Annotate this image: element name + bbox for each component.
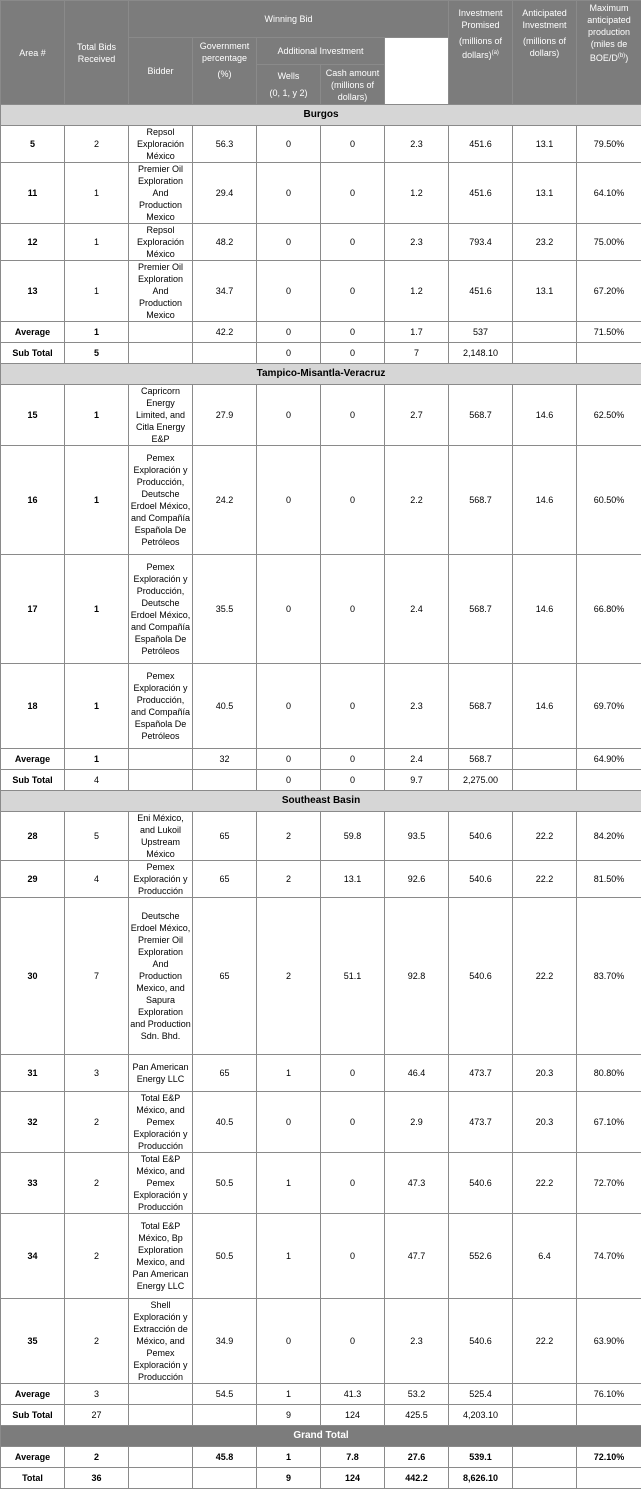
table-header: [1, 1, 641, 105]
table-row: [1, 664, 641, 749]
cell-area: 34: [1, 1214, 65, 1299]
cell-promised: 47.7: [385, 1214, 449, 1299]
cell-anticipated: 8,626.10: [449, 1468, 513, 1489]
cell-wells: 0: [257, 343, 321, 364]
cell-cash: 59.8: [321, 812, 385, 861]
cell-promised: 92.6: [385, 861, 449, 898]
cell-cash: 124: [321, 1468, 385, 1489]
cell-wells: 0: [257, 163, 321, 224]
cell-label: Average: [1, 749, 65, 770]
header-cash-amount: Cash amount (millions of dollars): [321, 65, 385, 105]
cell-anticipated: 540.6: [449, 861, 513, 898]
cell-bids: 1: [65, 322, 129, 343]
cell-wells: 0: [257, 446, 321, 555]
cell-anticipated: 568.7: [449, 385, 513, 446]
cell-bids: 3: [65, 1384, 129, 1405]
cell-production: 20.3: [513, 1055, 577, 1092]
cell-area: 5: [1, 126, 65, 163]
cell-bids: 1: [65, 749, 129, 770]
cell-wells: 9: [257, 1405, 321, 1426]
cell-production: 22.2: [513, 861, 577, 898]
cell-production: 22.2: [513, 1299, 577, 1384]
cell-gov: 34.9: [193, 1299, 257, 1384]
cell-bids: 27: [65, 1405, 129, 1426]
cell-label: Average: [1, 322, 65, 343]
cell-anticipated: 540.6: [449, 1153, 513, 1214]
table-row: [1, 163, 641, 224]
cell-promised: 7: [385, 343, 449, 364]
cell-promised: 93.5: [385, 812, 449, 861]
cell-cash: 0: [321, 126, 385, 163]
cell-promised: 2.3: [385, 664, 449, 749]
cell-gov: 32: [193, 749, 257, 770]
cell-bidder: Pemex Exploración y Producción, and Compañía Española De Petróleos: [129, 664, 193, 749]
cell-bids: 36: [65, 1468, 129, 1489]
cell-production: 6.4: [513, 1214, 577, 1299]
header-area: Area #: [1, 1, 65, 105]
cell-bidder: Pemex Exploración y Producción: [129, 861, 193, 898]
cell-wells: 0: [257, 126, 321, 163]
grand-average-row: [1, 1447, 641, 1468]
cell-cash: 0: [321, 664, 385, 749]
cell-total: 75.00%: [577, 224, 641, 261]
cell-wells: 1: [257, 1384, 321, 1405]
cell-promised: 9.7: [385, 770, 449, 791]
cell-wells: 0: [257, 555, 321, 664]
cell-cash: 0: [321, 1214, 385, 1299]
cell-production: 14.6: [513, 555, 577, 664]
cell-cash: 51.1: [321, 898, 385, 1055]
cell-production: 14.6: [513, 446, 577, 555]
cell-bids: 5: [65, 343, 129, 364]
cell-bids: 2: [65, 1092, 129, 1153]
cell-anticipated: 4,203.10: [449, 1405, 513, 1426]
cell-production: 22.2: [513, 898, 577, 1055]
cell-total: 64.10%: [577, 163, 641, 224]
cell-bids: 1: [65, 446, 129, 555]
cell-anticipated: 540.6: [449, 1299, 513, 1384]
cell-wells: 0: [257, 224, 321, 261]
cell-wells: 2: [257, 861, 321, 898]
cell-total: 83.70%: [577, 898, 641, 1055]
cell-total: 72.10%: [577, 1447, 641, 1468]
cell-promised: 46.4: [385, 1055, 449, 1092]
header-bidder: Bidder: [129, 38, 193, 105]
cell-bids: 1: [65, 664, 129, 749]
cell-gov: 65: [193, 861, 257, 898]
cell-total: 81.50%: [577, 861, 641, 898]
cell-label: Sub Total: [1, 770, 65, 791]
cell-area: 31: [1, 1055, 65, 1092]
cell-promised: 53.2: [385, 1384, 449, 1405]
cell-bidder: Total E&P México, Bp Exploration Mexico, and Pan American Energy LLC: [129, 1214, 193, 1299]
subtotal-row: [1, 1405, 641, 1426]
cell-anticipated: 537: [449, 322, 513, 343]
cell-label: Average: [1, 1447, 65, 1468]
cell-total: 72.70%: [577, 1153, 641, 1214]
cell-production: 13.1: [513, 126, 577, 163]
cell-area: 13: [1, 261, 65, 322]
cell-bids: 2: [65, 1153, 129, 1214]
cell-bids: 7: [65, 898, 129, 1055]
cell-total: 76.10%: [577, 1384, 641, 1405]
header-winning-bid: Winning Bid: [129, 1, 449, 38]
header-total-bids: Total Bids Received: [65, 1, 129, 105]
cell-production: 14.6: [513, 385, 577, 446]
grand-total-row: [1, 1468, 641, 1489]
section-title: Southeast Basin: [1, 791, 641, 812]
table-row: [1, 1299, 641, 1384]
table-row: [1, 1055, 641, 1092]
cell-bids: 1: [65, 163, 129, 224]
cell-gov: 35.5: [193, 555, 257, 664]
cell-anticipated: 540.6: [449, 898, 513, 1055]
cell-promised: 2.4: [385, 749, 449, 770]
cell-label: Average: [1, 1384, 65, 1405]
cell-promised: 2.4: [385, 555, 449, 664]
table-row: [1, 1092, 641, 1153]
cell-bids: 5: [65, 812, 129, 861]
cell-promised: 92.8: [385, 898, 449, 1055]
section-grand-total: [1, 1426, 641, 1489]
cell-gov: 56.3: [193, 126, 257, 163]
cell-total: 67.20%: [577, 261, 641, 322]
cell-area: 15: [1, 385, 65, 446]
cell-production: 13.1: [513, 163, 577, 224]
cell-anticipated: 525.4: [449, 1384, 513, 1405]
section-title: Burgos: [1, 105, 641, 126]
cell-total: 66.80%: [577, 555, 641, 664]
cell-anticipated: 568.7: [449, 664, 513, 749]
cell-bids: 1: [65, 385, 129, 446]
cell-cash: 41.3: [321, 1384, 385, 1405]
table-row: [1, 898, 641, 1055]
cell-anticipated: 568.7: [449, 446, 513, 555]
cell-promised: 425.5: [385, 1405, 449, 1426]
cell-area: 18: [1, 664, 65, 749]
cell-promised: 1.2: [385, 261, 449, 322]
cell-total: 71.50%: [577, 322, 641, 343]
cell-gov: 45.8: [193, 1447, 257, 1468]
cell-wells: 0: [257, 664, 321, 749]
cell-gov: 65: [193, 812, 257, 861]
table-row: [1, 385, 641, 446]
cell-cash: 0: [321, 555, 385, 664]
cell-anticipated: 539.1: [449, 1447, 513, 1468]
cell-cash: 0: [321, 224, 385, 261]
cell-bids: 1: [65, 224, 129, 261]
header-government-percentage: Government percentage (%): [193, 38, 257, 105]
cell-total: 63.90%: [577, 1299, 641, 1384]
cell-wells: 2: [257, 898, 321, 1055]
cell-total: 64.90%: [577, 749, 641, 770]
cell-anticipated: 540.6: [449, 812, 513, 861]
cell-anticipated: 473.7: [449, 1055, 513, 1092]
cell-wells: 0: [257, 385, 321, 446]
cell-promised: 2.9: [385, 1092, 449, 1153]
cell-gov: 65: [193, 898, 257, 1055]
cell-cash: 7.8: [321, 1447, 385, 1468]
cell-bidder: Eni México, and Lukoil Upstream México: [129, 812, 193, 861]
cell-total: 80.80%: [577, 1055, 641, 1092]
cell-production: 13.1: [513, 261, 577, 322]
cell-wells: 2: [257, 812, 321, 861]
cell-cash: 0: [321, 1299, 385, 1384]
cell-gov: 40.5: [193, 664, 257, 749]
cell-gov: 24.2: [193, 446, 257, 555]
cell-total: 79.50%: [577, 126, 641, 163]
cell-cash: 0: [321, 446, 385, 555]
table-row: [1, 1153, 641, 1214]
cell-wells: 0: [257, 1299, 321, 1384]
cell-promised: 1.7: [385, 322, 449, 343]
cell-bids: 4: [65, 770, 129, 791]
cell-wells: 1: [257, 1055, 321, 1092]
cell-area: 30: [1, 898, 65, 1055]
cell-wells: 1: [257, 1214, 321, 1299]
cell-anticipated: 451.6: [449, 261, 513, 322]
grand-total-title: Grand Total: [1, 1426, 641, 1447]
table-row: [1, 1214, 641, 1299]
header-max-production: Maximum anticipated production (miles de BOE/$D^{(b)}$): [577, 1, 641, 105]
cell-wells: 0: [257, 322, 321, 343]
cell-area: 29: [1, 861, 65, 898]
header-investment-promised: Investment Promised (millions of dollars)$^{(a)}$: [449, 1, 513, 105]
subtotal-row: [1, 770, 641, 791]
cell-promised: 27.6: [385, 1447, 449, 1468]
cell-production: 22.2: [513, 812, 577, 861]
cell-gov: 29.4: [193, 163, 257, 224]
cell-total: 74.70%: [577, 1214, 641, 1299]
average-row: [1, 322, 641, 343]
cell-total: 60.50%: [577, 446, 641, 555]
cell-production: 22.2: [513, 1153, 577, 1214]
average-row: [1, 749, 641, 770]
cell-anticipated: 2,275.00: [449, 770, 513, 791]
cell-bids: 2: [65, 1447, 129, 1468]
cell-bids: 1: [65, 261, 129, 322]
cell-anticipated: 2,148.10: [449, 343, 513, 364]
cell-wells: 9: [257, 1468, 321, 1489]
cell-promised: 2.2: [385, 446, 449, 555]
cell-wells: 1: [257, 1447, 321, 1468]
table-row: [1, 446, 641, 555]
cell-cash: 0: [321, 163, 385, 224]
cell-bidder: Shell Exploración y Extracción de México, and Pemex Exploración y Producción: [129, 1299, 193, 1384]
cell-anticipated: 568.7: [449, 749, 513, 770]
cell-bidder: Pemex Exploración y Producción, Deutsche Erdoel México, and Compañía Española De Petróleos: [129, 555, 193, 664]
cell-cash: 0: [321, 770, 385, 791]
cell-cash: 0: [321, 261, 385, 322]
cell-gov: 65: [193, 1055, 257, 1092]
cell-gov: 27.9: [193, 385, 257, 446]
cell-gov: 48.2: [193, 224, 257, 261]
average-row: [1, 1384, 641, 1405]
cell-cash: 13.1: [321, 861, 385, 898]
table-row: [1, 126, 641, 163]
table-row: [1, 261, 641, 322]
cell-promised: 2.7: [385, 385, 449, 446]
cell-anticipated: 473.7: [449, 1092, 513, 1153]
cell-area: 35: [1, 1299, 65, 1384]
cell-promised: 2.3: [385, 126, 449, 163]
cell-bidder: Total E&P México, and Pemex Exploración y Producción: [129, 1092, 193, 1153]
cell-label: Total: [1, 1468, 65, 1489]
cell-anticipated: 793.4: [449, 224, 513, 261]
section-southeast-basin: [1, 791, 641, 1426]
cell-anticipated: 552.6: [449, 1214, 513, 1299]
cell-label: Sub Total: [1, 343, 65, 364]
cell-area: 12: [1, 224, 65, 261]
table-row: [1, 812, 641, 861]
cell-bids: 4: [65, 861, 129, 898]
section-title: Tampico-Misantla-Veracruz: [1, 364, 641, 385]
cell-bidder: Premier Oil Exploration And Production Mexico: [129, 163, 193, 224]
cell-promised: 442.2: [385, 1468, 449, 1489]
cell-production: 20.3: [513, 1092, 577, 1153]
cell-bids: 1: [65, 555, 129, 664]
table-row: [1, 861, 641, 898]
cell-cash: 0: [321, 1092, 385, 1153]
cell-wells: 0: [257, 261, 321, 322]
cell-cash: 0: [321, 385, 385, 446]
cell-gov: 50.5: [193, 1153, 257, 1214]
cell-anticipated: 451.6: [449, 163, 513, 224]
cell-production: 14.6: [513, 664, 577, 749]
cell-gov: 54.5: [193, 1384, 257, 1405]
cell-bidder: Capricorn Energy Limited, and Citla Energy E&P: [129, 385, 193, 446]
cell-cash: 0: [321, 1055, 385, 1092]
cell-bidder: Repsol Exploración México: [129, 126, 193, 163]
cell-bidder: Deutsche Erdoel México, Premier Oil Exploration And Production Mexico, and Sapura Exploration and Production Sdn. Bhd.: [129, 898, 193, 1055]
cell-gov: 40.5: [193, 1092, 257, 1153]
cell-wells: 0: [257, 770, 321, 791]
cell-gov: 50.5: [193, 1214, 257, 1299]
table-row: [1, 224, 641, 261]
header-additional-investment: Additional Investment: [257, 38, 385, 65]
cell-label: Sub Total: [1, 1405, 65, 1426]
cell-gov: 34.7: [193, 261, 257, 322]
cell-promised: 47.3: [385, 1153, 449, 1214]
cell-area: 33: [1, 1153, 65, 1214]
cell-production: 23.2: [513, 224, 577, 261]
cell-cash: 0: [321, 322, 385, 343]
cell-wells: 0: [257, 1092, 321, 1153]
cell-promised: 2.3: [385, 1299, 449, 1384]
cell-cash: 0: [321, 749, 385, 770]
cell-area: 11: [1, 163, 65, 224]
cell-bidder: Premier Oil Exploration And Production Mexico: [129, 261, 193, 322]
cell-bidder: Pan American Energy LLC: [129, 1055, 193, 1092]
cell-total: 84.20%: [577, 812, 641, 861]
cell-anticipated: 568.7: [449, 555, 513, 664]
cell-bids: 3: [65, 1055, 129, 1092]
cell-wells: 1: [257, 1153, 321, 1214]
cell-wells: 0: [257, 749, 321, 770]
cell-cash: 0: [321, 1153, 385, 1214]
subtotal-row: [1, 343, 641, 364]
cell-bids: 2: [65, 126, 129, 163]
cell-promised: 2.3: [385, 224, 449, 261]
cell-anticipated: 451.6: [449, 126, 513, 163]
header-wells: Wells (0, 1, y 2): [257, 65, 321, 105]
cell-bidder: Total E&P México, and Pemex Exploración y Producción: [129, 1153, 193, 1214]
cell-total: 69.70%: [577, 664, 641, 749]
cell-cash: 124: [321, 1405, 385, 1426]
cell-bidder: Pemex Exploración y Producción, Deutsche Erdoel México, and Compañía Española De Petróleos: [129, 446, 193, 555]
cell-bids: 2: [65, 1214, 129, 1299]
cell-bidder: Repsol Exploración México: [129, 224, 193, 261]
cell-total: 62.50%: [577, 385, 641, 446]
section-tampico: [1, 364, 641, 791]
cell-area: 17: [1, 555, 65, 664]
header-anticipated-investment: Anticipated Investment (millions of dollars): [513, 1, 577, 105]
table-row: [1, 555, 641, 664]
cell-total: 67.10%: [577, 1092, 641, 1153]
cell-promised: 1.2: [385, 163, 449, 224]
cell-bids: 2: [65, 1299, 129, 1384]
cell-cash: 0: [321, 343, 385, 364]
section-burgos: [1, 105, 641, 364]
cell-area: 16: [1, 446, 65, 555]
cell-area: 28: [1, 812, 65, 861]
cell-area: 32: [1, 1092, 65, 1153]
cell-gov: 42.2: [193, 322, 257, 343]
